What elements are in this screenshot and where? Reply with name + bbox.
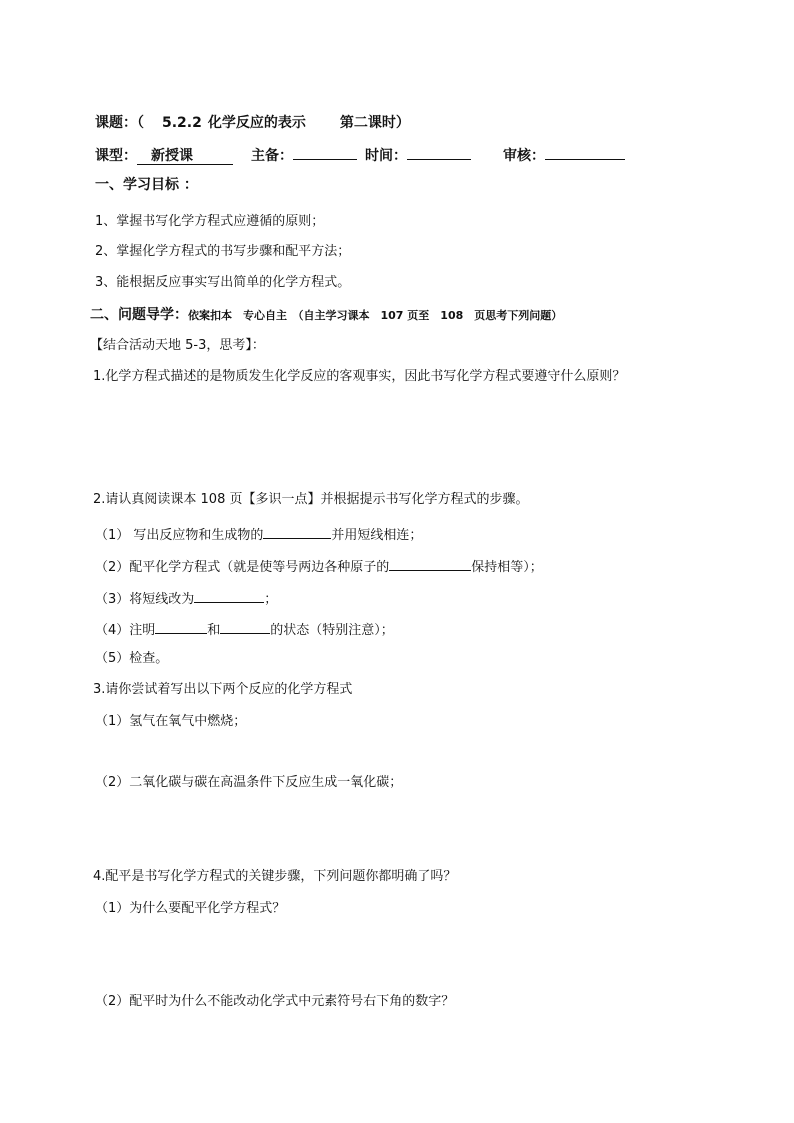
step-2: （2）配平化学方程式（就是使等号两边各种原子的 保持相等）； — [95, 556, 543, 577]
step-3: （3）将短线改为 ； — [95, 588, 277, 609]
question-4-2: （2）配平时为什么不能改动化学式中元素符号右下角的数字？ — [95, 994, 455, 1009]
question-1: 1.化学方程式描述的是物质发生化学反应的客观事实，因此书写化学方程式要遵守什么原则？ — [93, 369, 626, 384]
step-1: （1） 写出反应物和生成物的 并用短线相连； — [95, 524, 422, 545]
question-3-2: （2）二氧化碳与碳在高温条件下反应生成一氧化碳； — [95, 775, 403, 790]
step-4-blank-a[interactable] — [155, 619, 207, 634]
activity-prompt: 【结合活动天地 5-3，思考】： — [90, 338, 265, 353]
question-4-1: （1）为什么要配平化学方程式？ — [95, 901, 286, 916]
lead-blank[interactable] — [293, 145, 357, 160]
topic-label: 课题：（ — [95, 115, 144, 131]
topic-period: 第二课时） — [339, 115, 410, 131]
question-3-1: （1）氢气在氧气中燃烧； — [95, 714, 247, 729]
topic-code: 5.2.2 — [162, 115, 202, 131]
step-4-blank-b[interactable] — [220, 619, 270, 634]
question-3: 3.请你尝试着写出以下两个反应的化学方程式 — [93, 682, 353, 697]
question-2: 2.请认真阅读课本 108 页【多识一点】并根据提示书写化学方程式的步骤。 — [93, 492, 529, 507]
review-label: 审核： — [503, 148, 545, 164]
step-1-blank[interactable] — [263, 524, 331, 539]
topic-line — [95, 114, 410, 132]
goal-3: 3、能根据反应事实写出简单的化学方程式。 — [95, 275, 351, 290]
type-label: 课型： — [95, 148, 137, 164]
step-5: （5）检查。 — [95, 651, 169, 666]
step-4: （4）注明 和 的状态（特别注意）； — [95, 619, 394, 640]
review-blank[interactable] — [545, 145, 625, 160]
step-2-blank[interactable] — [389, 556, 471, 571]
question-4: 4.配平是书写化学方程式的关键步骤，下列问题你都明确了吗？ — [93, 869, 457, 884]
section1-title: 一、学习目标 ： — [95, 177, 198, 193]
section2-heading — [90, 306, 562, 325]
type-value: 新授课 — [137, 148, 233, 165]
goal-1: 1、掌握书写化学方程式应遵循的原则； — [95, 214, 325, 229]
time-blank[interactable] — [407, 145, 471, 160]
lead-label: 主备： — [251, 148, 293, 164]
time-label: 时间： — [365, 148, 407, 164]
goal-2: 2、掌握化学方程式的书写步骤和配平方法； — [95, 244, 351, 259]
topic-name: 化学反应的表示 — [207, 115, 306, 131]
section2-title: 二、问题导学： — [90, 307, 188, 323]
step-3-blank[interactable] — [194, 588, 264, 603]
course-info-line — [95, 145, 625, 165]
section2-subtitle: 依案扣本 专心自主 （自主学习课本 107 页至 108 页思考下列问题） — [188, 309, 563, 322]
